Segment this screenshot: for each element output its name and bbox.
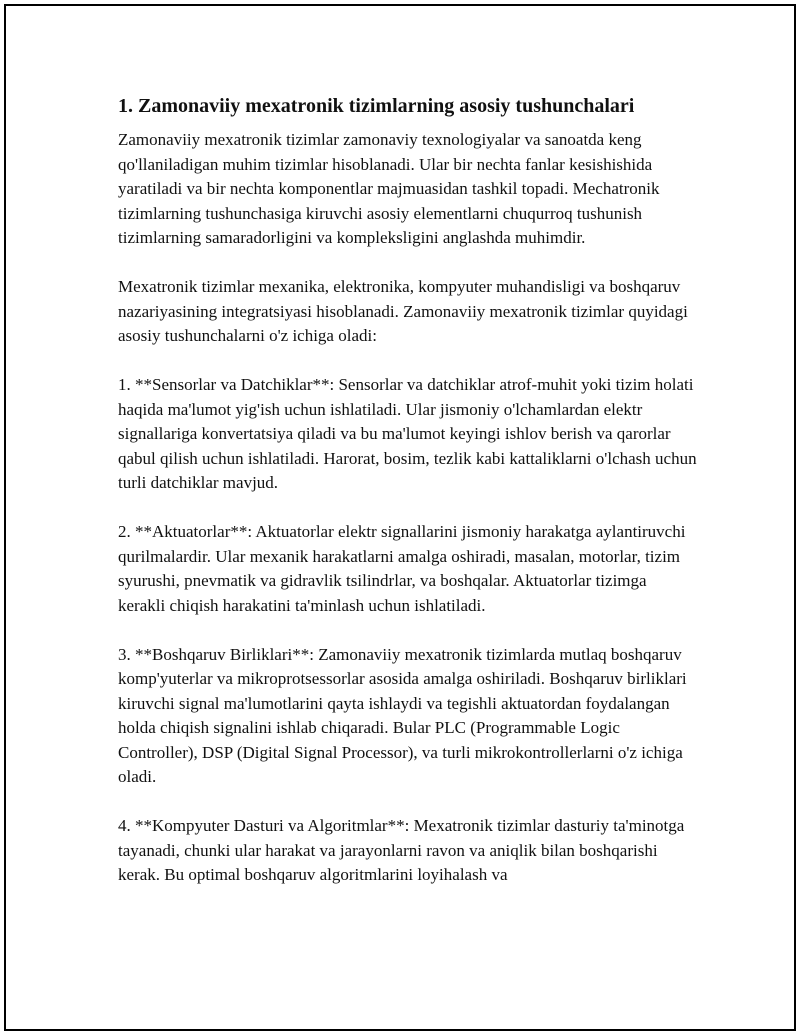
paragraph-software: 4. **Kompyuter Dasturi va Algoritmlar**: Mexatronik tizimlar dasturiy ta'minotga tayanadi, chunki ular harakat va jarayonlarni ravon va aniqlik bilan boshqarishi kerak. Bu optimal boshqaruv algoritmlarini loyihalash va xyxy=(118,816,685,884)
document-body xyxy=(118,92,698,912)
paragraph-control-units: 3. **Boshqaruv Birliklari**: Zamonaviiy mexatronik tizimlarda mutlaq boshqaruv komp'yuterlar va mikroprotsessorlar asosida amalga oshiriladi. Boshqaruv birliklari kiruvchi signal ma'lumotlarini qayta ishlaydi va tegishli aktuatordan foydalangan holda chiqish signalini ishlab chiqaradi. Bular PLC (Programmable Logic Controller), DSP (Digital Signal Processor), va turli mikrokontrollerlarni o'z ichiga oladi. xyxy=(118,644,687,786)
paragraph-intro: Zamonaviiy mexatronik tizimlar zamonaviy texnologiyalar va sanoatda keng qo'llaniladigan muhim tizimlar hisoblanadi. Ular bir nechta fanlar kesishishida yaratiladi va bir nechta komponentlar majmuasidan tashkil topadi. Mechatronik tizimlarning tushunchasiga kiruvchi asosiy elementlarni chuqurroq tushunish tizimlarning samaradorligini va kompleksligini anglashda muhimdir. xyxy=(118,130,660,247)
paragraph-sensors: 1. **Sensorlar va Datchiklar**: Sensorlar va datchiklar atrof-muhit yoki tizim holati haqida ma'lumot yig'ish uchun ishlatiladi. Ular jismoniy o'lchamlardan elektr signallariga konvertatsiya qiladi va bu ma'lumot keyingi ishlov berish va qarorlar qabul qilish uchun ishlatiladi. Harorat, bosim, tezlik kabi kattaliklarni o'lchash uchun turli datchiklar mavjud. xyxy=(118,375,697,492)
paragraph-overview: Mexatronik tizimlar mexanika, elektronika, kompyuter muhandisligi va boshqaruv nazariyasining integratsiyasi hisoblanadi. Zamonaviiy mexatronik tizimlar quyidagi asosiy tushunchalarni o'z ichiga oladi: xyxy=(118,277,688,345)
paragraph-actuators: 2. **Aktuatorlar**: Aktuatorlar elektr signallarini jismoniy harakatga aylantiruvchi qurilmalardir. Ular mexanik harakatlarni amalga oshiradi, masalan, motorlar, tizim syurushi, pnevmatik va gidravlik tsilindrlar, va boshqalar. Aktuatorlar tizimga kerakli chiqish harakatini ta'minlash uchun ishlatiladi. xyxy=(118,522,686,615)
section-heading: 1. Zamonaviiy mexatronik tizimlarning asosiy tushunchalari xyxy=(118,95,635,117)
